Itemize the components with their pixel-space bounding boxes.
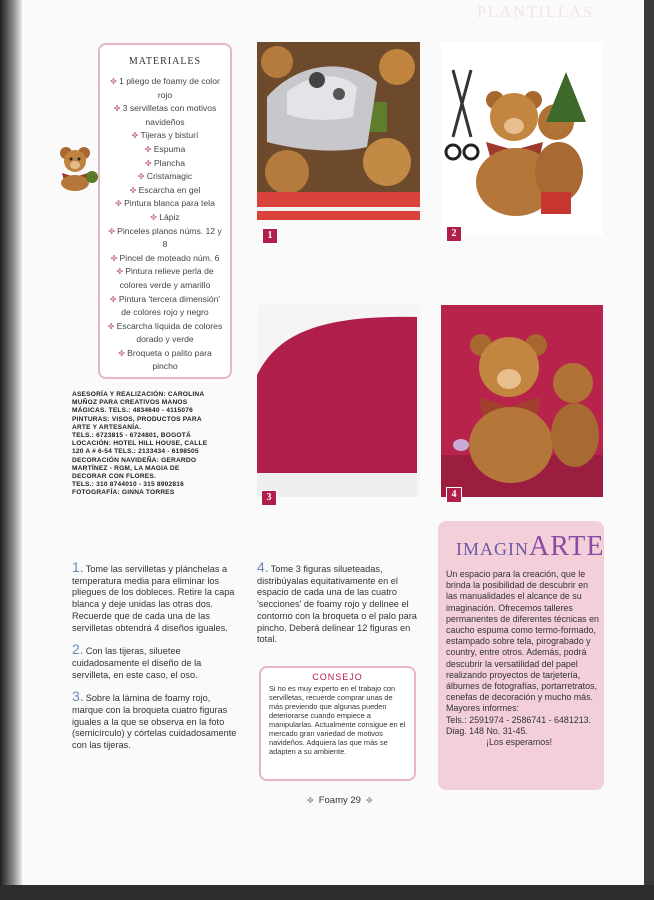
materials-item: ✤ Pinceles planos núms. 12 y 8 [108, 225, 222, 250]
credit-line: DECORACIÓN NAVIDEÑA: GERARDO [72, 456, 197, 464]
materials-item: ✤ Broqueta o palito para pincho [118, 347, 212, 372]
footer-ornament-icon: ✤ [307, 796, 314, 805]
credit-line: TELS.: 310 8744010 - 315 8902816 [72, 481, 184, 489]
materials-box [98, 43, 232, 379]
photo-number-badge: 3 [261, 490, 277, 506]
imaginarte-body [446, 569, 600, 748]
credit-line: TELS.: 6723815 - 6724801, BOGOTÁ [72, 432, 191, 440]
materials-title: MATERIALES [128, 56, 202, 67]
footer-ornament-icon: ✤ [365, 796, 373, 805]
materials-item: ✤ 3 servilletas con motivos navideños [113, 103, 217, 127]
imaginarte-ad-panel [438, 521, 604, 790]
materials-item: ✤ Pintura blanca para tela [115, 198, 215, 209]
steps-column-right [257, 559, 421, 656]
credit-line: FOTOGRAFÍA: GINNA TORRES [72, 489, 175, 497]
photo-cutting-bears [441, 42, 603, 235]
credit-line: MUÑOZ PARA CREATIVOS MANOS [72, 399, 188, 407]
step-3: 3. Sobre la lámina de foamy rojo, marque con la broqueta cuatro figuras iguales a la que se observa en la foto (semicírculo) y córtelas cuidadosamente con las tijeras. [72, 688, 237, 751]
credit-line: ASESORÍA Y REALIZACIÓN: CAROLINA [72, 391, 205, 398]
tip-title: CONSEJO [312, 672, 363, 682]
tip-text: Si no es muy experto en el trabajo con servilletas, recuerde comprar unas de más previendo que algunas pueden deteriorarse cuando empiece a manipularlas. Actualmente consigue en el mercado gran variedad de motivos navideños. Adquiera las que más se adapten a su ambiente. [269, 684, 406, 756]
photo-number-badge: 1 [262, 228, 278, 244]
credit-line: MÁGICAS. TELS.: 4834640 - 4115076 [72, 407, 193, 415]
materials-item: ✤ Escarcha en gel [129, 184, 201, 195]
materials-list [100, 75, 230, 374]
credit-line: 120 A # 6-54 TELS.: 2133434 - 6198505 [72, 448, 199, 456]
step-1: 1. Tome las servilletas y plánchelas a temperatura media para eliminar los pliegues de los dobleces. Retire la capa blanca y deje unidas las otras dos. Recuerde que de cada una de las servilletas obtendrá 4 diseños iguales. [72, 559, 235, 633]
tip-box [259, 666, 416, 781]
photo-bears-on-foamy [441, 305, 603, 497]
binding-shadow [0, 0, 22, 900]
imaginarte-phones: Tels.: 2591974 - 2586741 - 6481213. [446, 714, 592, 725]
credit-line: MARTÍNEZ - RGM, LA MAGIA DE [72, 464, 180, 472]
steps-column-left [72, 559, 240, 762]
step-2: 2. Con las tijeras, siluetee cuidadosamente el diseño de la servilleta, en este caso, el oso. [72, 641, 202, 680]
bleed-through-title: PLANTILLAS [477, 4, 594, 21]
imaginarte-info-label: Mayores informes: [446, 703, 519, 714]
footer-page-label: Foamy 29 [318, 795, 361, 806]
step-4: 4. Tome 3 figuras silueteadas, distribúyalas equitativamente en el espacio de cada una de las cuatro 'secciones' de foamy rojo y delinee el contorno con la broqueta o el palo para pincho. Deberá delinear 12 figuras en total. [257, 559, 417, 645]
materials-item: ✤ Lápiz [150, 211, 180, 222]
materials-item: ✤ Escarcha líquida de colores dorado y verde [107, 320, 223, 345]
materials-item: ✤ Plancha [145, 157, 185, 168]
photo-number-badge: 2 [446, 226, 462, 242]
photo-red-foamy-shape [257, 305, 420, 497]
teddy-bear-thumbnail [52, 143, 100, 191]
materials-item: ✤ 1 pliego de foamy de color rojo [110, 76, 220, 100]
credit-line: ARTE Y ARTESANÍA. [72, 423, 142, 431]
credit-line: DECORAR CON FLORES. [72, 473, 157, 481]
imaginarte-closing: ¡Los esperamos! [486, 737, 553, 748]
credits-block [72, 391, 242, 498]
materials-item: ✤ Espuma [144, 143, 186, 154]
photo-number-badge: 4 [446, 487, 462, 503]
imaginarte-description: Un espacio para la creación, que le brinda la posibilidad de descubrir en las manualidades el alcance de su imaginación. Ofrecemos talleres permanentes de diferentes técnicas en caucho espuma como termo-formado, estampado sobre tela, pirograbado y country, entre otros. Además, podrá descubrir la versatilidad del papel realizando proyectos de tarjetería, álbumes de fotografías, portarretratos, cenefas de decoración y mucho más. [446, 569, 599, 703]
imaginarte-logo: IMAGINARTE [456, 531, 605, 562]
imaginarte-address: Diag. 148 No. 31-45. [446, 725, 528, 736]
materials-item: ✤ Pintura 'tercera dimensión' de colores rojo y negro [109, 293, 221, 318]
materials-item: ✤ Tijeras y bisturí [131, 130, 199, 141]
page-footer [302, 795, 378, 806]
scan-bottom-edge [0, 885, 654, 900]
materials-item: ✤ Pincel de moteado núm. 6 [110, 252, 220, 263]
materials-item: ✤ Pintura relieve perla de colores verde y amarillo [116, 266, 214, 290]
credit-line: PINTURAS: VISOS, PRODUCTOS PARA [72, 415, 202, 423]
photo-ironing-napkins [257, 42, 420, 220]
materials-item: ✤ Cristamagic [137, 171, 193, 182]
credit-line: LOCACIÓN: HOTEL HILL HOUSE, CALLE [72, 440, 208, 448]
